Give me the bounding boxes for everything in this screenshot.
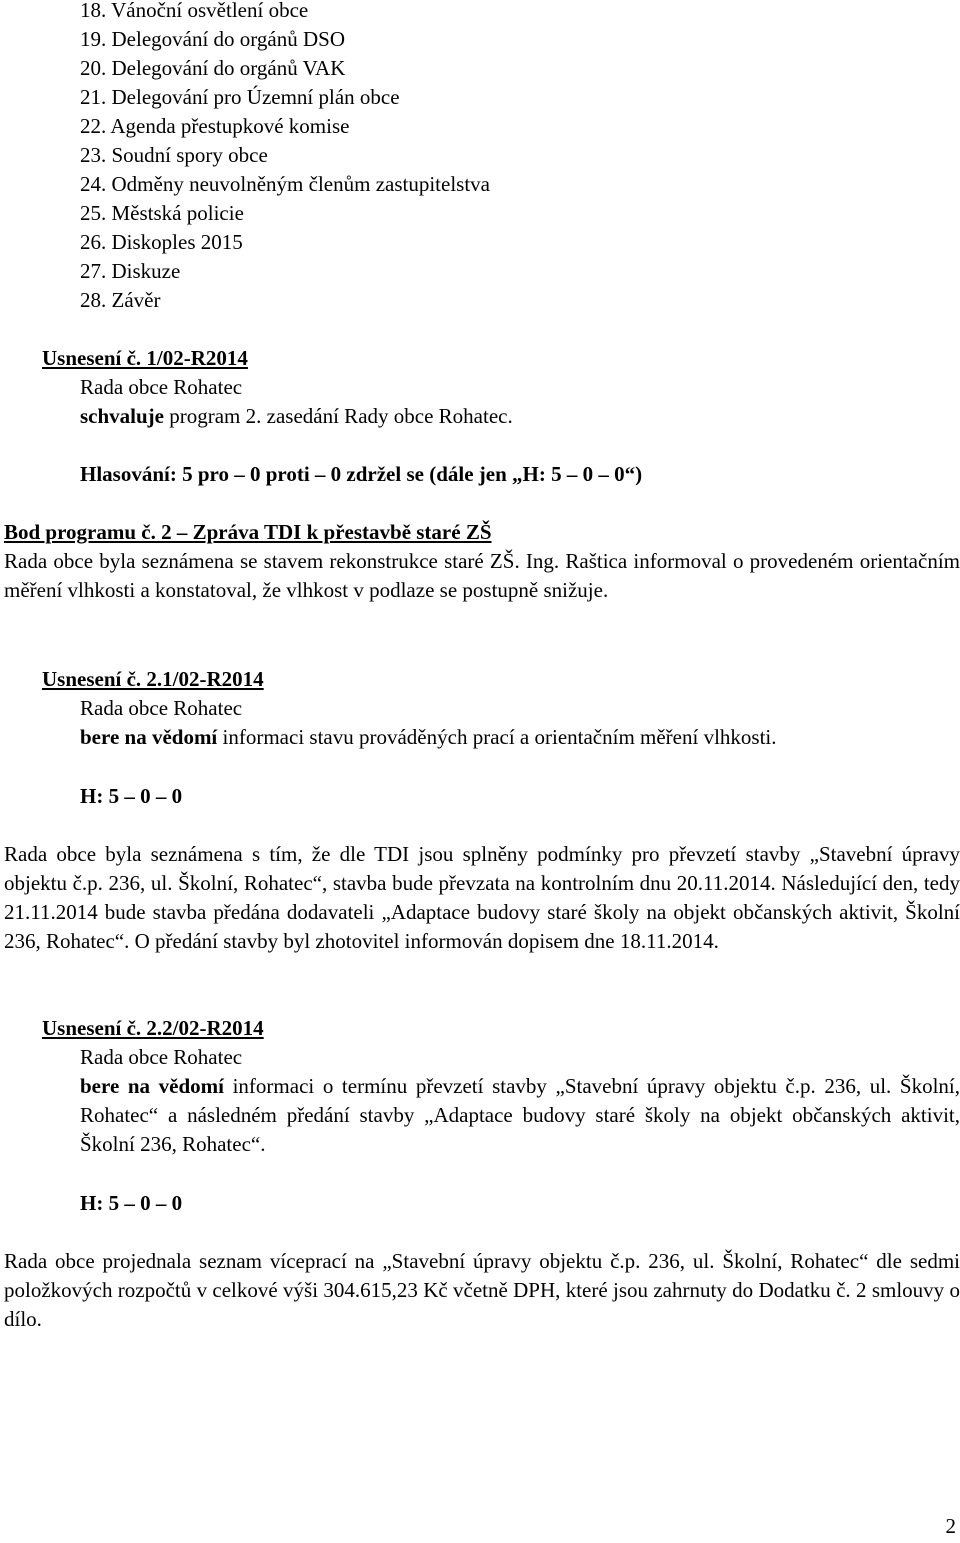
extra-works-paragraph: Rada obce projednala seznam víceprací na „Stavební úpravy objektu č.p. 236, ul. Školní, Rohatec“ dle sedmi položkových rozpočtů v celkové výši 304.615,23 Kč včetně DPH, které jsou zahrnuty do Dodatku č. 2 smlouvy o dílo. (4, 1249, 960, 1331)
resolution-2-1-verb: bere na vědomí (80, 725, 218, 749)
resolution-2-1-text (80, 723, 777, 752)
resolution-1-text (80, 402, 513, 431)
agenda-item-26: 26. Diskoples 2015 (80, 230, 243, 254)
agenda-item-24: 24. Odměny neuvolněným členům zastupitelstva (80, 172, 490, 196)
resolution-2-2-content: informaci o termínu převzetí stavby „Stavební úpravy objektu č.p. 236, ul. Školní, Rohatec“ a následném předání stavby „Adaptace budovy staré školy na objekt občanských aktivit, Školní 236, Rohatec“. (80, 1074, 960, 1156)
resolution-1-heading: Usnesení č. 1/02-R2014 (42, 346, 248, 370)
resolution-1-content: program 2. zasedání Rady obce Rohatec. (164, 404, 513, 428)
resolution-2-2-heading: Usnesení č. 2.2/02-R2014 (42, 1016, 264, 1040)
resolution-1-vote: Hlasování: 5 pro – 0 proti – 0 zdržel se (dále jen „H: 5 – 0 – 0“) (80, 462, 643, 486)
agenda-item-2-text: Rada obce byla seznámena se stavem rekonstrukce staré ZŠ. Ing. Raštica informoval o provedeném orientačním měření vlhkosti a konstatoval, že vlhkost v podlaze se postupně snižuje. (4, 549, 960, 602)
agenda-item-27: 27. Diskuze (80, 259, 181, 283)
handover-paragraph: Rada obce byla seznámena s tím, že dle TDI jsou splněny podmínky pro převzetí stavby „Stavební úpravy objektu č.p. 236, ul. Školní, Rohatec“, stavba bude převzata na kontrolním dnu 20.11.2014. Následující den, tedy 21.11.2014 bude stavba předána dodavateli „Adaptace budovy staré školy na objekt občanských aktivit, Školní 236, Rohatec“. O předání stavby byl zhotovitel informován dopisem dne 18.11.2014. (4, 842, 960, 953)
agenda-item-22: 22. Agenda přestupkové komise (80, 114, 350, 138)
resolution-2-1-heading: Usnesení č. 2.1/02-R2014 (42, 667, 264, 691)
resolution-2-2-text (80, 1072, 960, 1159)
agenda-item-23: 23. Soudní spory obce (80, 143, 268, 167)
agenda-item-19: 19. Delegování do orgánů DSO (80, 27, 345, 51)
resolution-2-2-vote: H: 5 – 0 – 0 (80, 1191, 183, 1215)
agenda-item-2-heading: Bod programu č. 2 – Zpráva TDI k přestavbě staré ZŠ (4, 520, 492, 544)
resolution-2-1-body: Rada obce Rohatec (80, 696, 243, 720)
agenda-item-21: 21. Delegování pro Územní plán obce (80, 85, 400, 109)
resolution-2-1-content: informaci stavu prováděných prací a orientačním měření vlhkosti. (217, 725, 777, 749)
resolution-2-1-vote: H: 5 – 0 – 0 (80, 784, 183, 808)
agenda-item-20: 20. Delegování do orgánů VAK (80, 56, 346, 80)
agenda-item-18: 18. Vánoční osvětlení obce (80, 0, 309, 22)
resolution-1-body: Rada obce Rohatec (80, 375, 243, 399)
agenda-item-25: 25. Městská policie (80, 201, 244, 225)
resolution-2-2-verb: bere na vědomí (80, 1074, 224, 1098)
resolution-2-2-body: Rada obce Rohatec (80, 1045, 243, 1069)
resolution-1-verb: schvaluje (80, 404, 164, 428)
agenda-item-28: 28. Závěr (80, 288, 161, 312)
page-number: 2 (945, 1514, 956, 1538)
